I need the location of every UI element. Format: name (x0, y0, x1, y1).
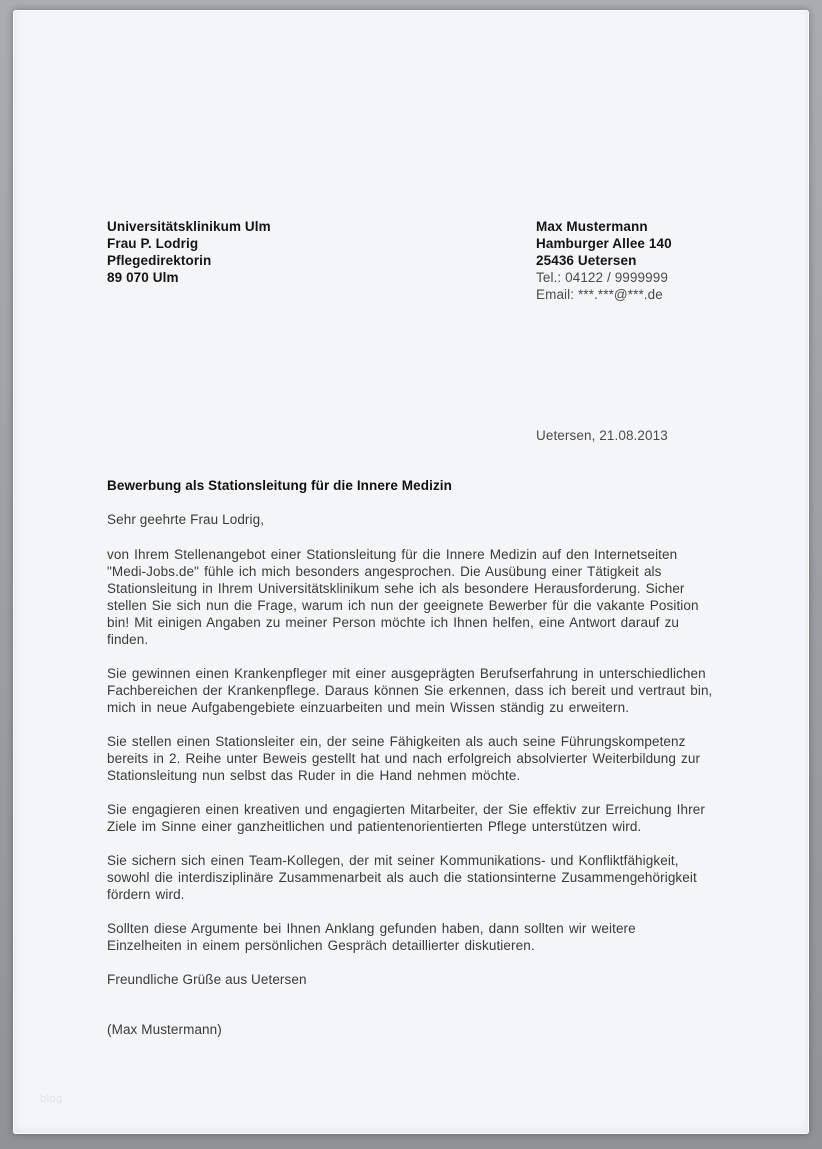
signature-line: (Max Mustermann) (107, 1022, 222, 1037)
recipient-line: 89 070 Ulm (107, 270, 179, 285)
body-paragraph: Sie engagieren einen kreativen und engagierten Mitarbeiter, der Sie effektiv zur Erreichung Ihrer Ziele im Sinne einer ganzheitlichen und patientenorientierten Pflege unterstützen wird. (107, 802, 705, 834)
salutation: Sehr geehrte Frau Lodrig, (107, 512, 265, 527)
recipient-line: Universitätsklinikum Ulm (107, 219, 271, 234)
subject-line: Bewerbung als Stationsleitung für die Innere Medizin (107, 478, 452, 493)
address-row (107, 218, 714, 303)
recipient-address (107, 218, 271, 286)
body-paragraph: Sollten diese Argumente bei Ihnen Anklang gefunden haben, dann sollten wir weitere Einzelheiten in einem persönlichen Gespräch detaillierter diskutieren. (107, 921, 636, 953)
sender-address (536, 218, 672, 303)
sender-city: 25436 Uetersen (536, 253, 637, 268)
body-paragraph: von Ihrem Stellenangebot einer Stationsleitung für die Innere Medizin auf den Internetseiten "Medi-Jobs.de" fühle ich mich besonders angesprochen. Die Ausübung einer Tätigkeit als Stationsleitung in Ihrem Universitätsklinikum sehe ich als besondere Herausforderung. Sicher stellen Sie sich nun die Frage, warum ich nun der geeignete Bewerber für die vakante Position bin! Mit einigen Angaben zu meiner Person möchte ich Ihnen helfen, eine Antwort darauf zu finden. (107, 547, 699, 647)
sender-street: Hamburger Allee 140 (536, 236, 672, 251)
letter-page (13, 10, 809, 1134)
body-paragraph: Sie stellen einen Stationsleiter ein, der seine Fähigkeiten als auch seine Führungskompetenz bereits in 2. Reihe unter Beweis gestellt hat und nach erfolgreich absolvierter Weiterbildung zur Stationsleitung nun selbst das Ruder in die Hand nehmen möchte. (107, 734, 701, 783)
recipient-line: Frau P. Lodrig (107, 236, 199, 251)
sender-phone: Tel.: 04122 / 9999999 (536, 270, 668, 285)
body-paragraph: Sie sichern sich einen Team-Kollegen, der mit seiner Kommunikations- und Konfliktfähigkeit, sowohl die interdisziplinäre Zusammenarbeit als auch die stationsinterne Zusammengehörigkeit fördern wird. (107, 853, 697, 902)
body-paragraph: Sie gewinnen einen Krankenpfleger mit einer ausgeprägten Berufserfahrung in unterschiedlichen Fachbereichen der Krankenpflege. Daraus können Sie erkennen, dass ich bereit und vertraut bin, mich in neue Aufgabengebiete einzuarbeiten und mein Wissen ständig zu erweitern. (107, 666, 713, 715)
recipient-line: Pflegedirektorin (107, 253, 212, 268)
date-line: Uetersen, 21.08.2013 (536, 428, 668, 443)
letter-body (107, 546, 714, 954)
sender-name: Max Mustermann (536, 219, 648, 234)
closing-line: Freundliche Grüße aus Uetersen (107, 972, 307, 987)
sender-email: Email: ***.***@***.de (536, 287, 663, 302)
letter-content (107, 218, 714, 1038)
watermark-text: blog (40, 1093, 63, 1105)
